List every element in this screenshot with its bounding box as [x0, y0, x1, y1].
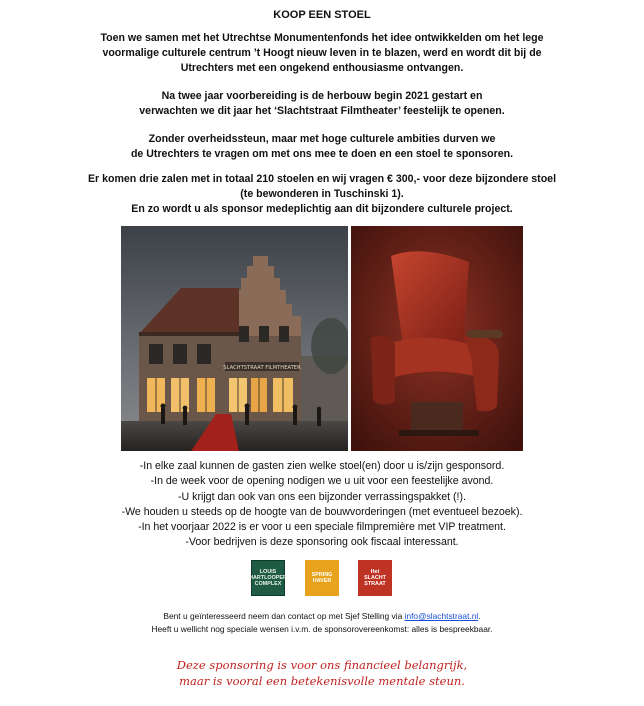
logo-text: HAVER	[312, 578, 332, 584]
logo-text: SLACHT	[364, 575, 386, 581]
cinema-building-photo	[121, 226, 348, 451]
offer-paragraph	[40, 172, 604, 217]
logo-text: HARTLOOPER	[249, 575, 287, 581]
benefit-item: -In de week voor de opening nodigen we u uit voor een feestelijke avond.	[150, 475, 494, 488]
rebuild-line: verwachten we dit jaar het ‘Slachtstraat Filmtheater’ feestelijk te openen.	[139, 105, 505, 117]
intro-line: voormalige culturele centrum ’t Hoogt nieuw leven in te blazen, werd en wordt dit bij de	[102, 47, 542, 59]
benefit-item: -In elke zaal kunnen de gasten zien welke stoel(en) door u is/zijn gesponsord.	[139, 460, 505, 472]
logo-text: STRAAT	[364, 581, 386, 587]
cinema-seat-photo	[351, 226, 523, 451]
cinema-building-illustration	[121, 226, 348, 451]
closing-statement	[40, 657, 604, 689]
logo-text: Het	[370, 569, 380, 575]
appeal-line: Zonder overheidssteun, maar met hoge culturele ambities durven we	[148, 133, 496, 145]
benefit-item: -U krijgt dan ook van ons een bijzonder verrassingspakket (!).	[178, 490, 466, 503]
closing-line: maar is vooral een betekenisvolle mentale steun.	[179, 674, 465, 688]
email-link[interactable]: info@slachtstraat.nl	[404, 611, 479, 621]
logo-text: SPRING	[311, 572, 333, 578]
rebuild-paragraph	[40, 89, 604, 119]
cinema-seat-illustration	[351, 226, 523, 451]
louis-hartlooper-complex-logo	[251, 560, 285, 596]
page-title: KOOP EEN STOEL	[273, 9, 371, 21]
logo-text: LOUIS	[259, 569, 277, 575]
benefits-list	[60, 459, 584, 551]
contact-prefix: Bent u geïnteresseerd neem dan contact op met Sjef Stelling via	[163, 611, 405, 621]
contact-line	[40, 610, 604, 623]
benefit-item: -Voor bedrijven is deze sponsoring ook fiscaal interessant.	[185, 536, 459, 549]
offer-line: (te bewonderen in Tuschinski 1).	[240, 188, 404, 200]
slachtstraat-logo	[358, 560, 392, 596]
appeal-paragraph	[40, 132, 604, 162]
building-sign-text: SLACHTSTRAAT FILMTHEATER	[223, 365, 301, 371]
closing-line: Deze sponsoring is voor ons financieel belangrijk,	[176, 658, 468, 672]
springhaver-logo	[305, 560, 339, 596]
appeal-line: de Utrechters te vragen om met ons mee te doen en een stoel te sponsoren.	[130, 148, 514, 160]
offer-line: Er komen drie zalen met in totaal 210 stoelen en wij vragen € 300,- voor deze bijzondere stoel	[87, 173, 557, 185]
benefit-item: -We houden u steeds op de hoogte van de bouwvorderingen (met eventueel bezoek).	[121, 505, 523, 518]
contact-block	[40, 610, 604, 635]
contact-line: Heeft u wellicht nog speciale wensen i.v.m. de sponsorovereenkomst: alles is bespreekbaar.	[151, 623, 493, 634]
intro-line: Utrechters met een ongekend enthousiasme ontvangen.	[180, 62, 464, 74]
offer-line: En zo wordt u als sponsor medeplichtig aan dit bijzondere culturele project.	[131, 203, 513, 215]
benefit-item: -In het voorjaar 2022 is er voor u een speciale filmpremière met VIP treatment.	[138, 521, 506, 534]
intro-paragraph	[40, 31, 604, 76]
contact-suffix: .	[478, 611, 481, 621]
intro-line: Toen we samen met het Utrechtse Monumentenfonds het idee ontwikkelden om het lege	[100, 32, 544, 44]
logo-text: COMPLEX	[254, 581, 282, 587]
rebuild-line: Na twee jaar voorbereiding is de herbouw begin 2021 gestart en	[161, 90, 483, 102]
